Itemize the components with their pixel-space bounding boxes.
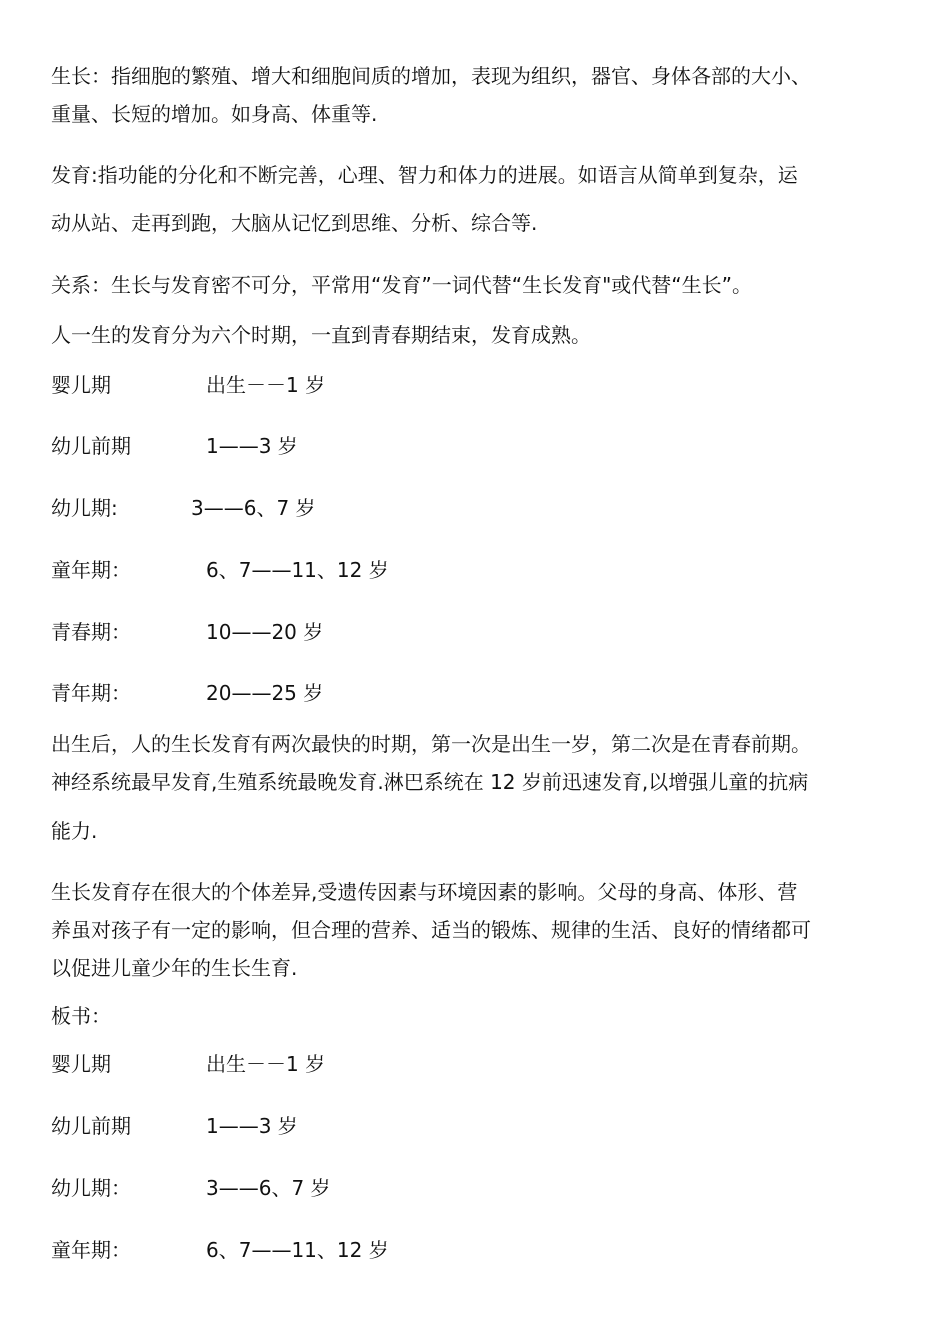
stage-range: 出生－－1 岁 xyxy=(206,1052,326,1076)
stage-label: 青春期： xyxy=(51,620,131,644)
stage-range: 1——3 岁 xyxy=(206,434,298,458)
stage-label: 童年期： xyxy=(51,1238,131,1262)
development-line-2: 动从站、走再到跑，大脑从记忆到思维、分析、综合等. xyxy=(51,211,538,235)
stage-range: 6、7——11、12 岁 xyxy=(206,558,389,582)
growth-line-1: 生长：指细胞的繁殖、增大和细胞间质的增加，表现为组织，器官、身体各部的大小、 xyxy=(51,64,811,88)
stage-row xyxy=(51,619,931,645)
differences-line-2: 养虽对孩子有一定的影响，但合理的营养、适当的锻炼、规律的生活、良好的情绪都可 xyxy=(51,918,811,942)
fastest-line-3: 能力. xyxy=(51,819,98,843)
stage-label: 幼儿前期 xyxy=(51,1114,131,1138)
stage-range: 20——25 岁 xyxy=(206,681,324,705)
stage-row xyxy=(51,680,931,706)
differences-line-3: 以促进儿童少年的生长生育. xyxy=(51,956,298,980)
stage-label: 青年期： xyxy=(51,681,131,705)
fastest-line-1: 出生后，人的生长发育有两次最快的时期，第一次是出生一岁，第二次是在青春前期。 xyxy=(51,732,811,756)
stage-range: 1——3 岁 xyxy=(206,1114,298,1138)
board-stage-row xyxy=(51,1051,931,1077)
development-line-1: 发育:指功能的分化和不断完善，心理、智力和体力的进展。如语言从简单到复杂，运 xyxy=(51,163,798,187)
board-stage-row xyxy=(51,1237,931,1263)
stage-label: 幼儿期： xyxy=(51,1176,131,1200)
stage-label: 婴儿期 xyxy=(51,373,111,397)
stage-row xyxy=(51,557,931,583)
stage-range: 出生－－1 岁 xyxy=(206,373,326,397)
stage-range: 10——20 岁 xyxy=(206,620,324,644)
stage-range: 3——6、7 岁 xyxy=(191,496,316,520)
relation-line-2: 人一生的发育分为六个时期，一直到青春期结束，发育成熟。 xyxy=(51,323,591,347)
stage-row xyxy=(51,495,931,521)
board-stage-row xyxy=(51,1113,931,1139)
stage-label: 童年期： xyxy=(51,558,131,582)
differences-line-1: 生长发育存在很大的个体差异,受遗传因素与环境因素的影响。父母的身高、体形、营 xyxy=(51,880,798,904)
stage-label: 幼儿期: xyxy=(51,496,118,520)
fastest-line-2: 神经系统最早发育,生殖系统最晚发育.淋巴系统在 12 岁前迅速发育,以增强儿童的抗病 xyxy=(51,770,809,794)
stage-row xyxy=(51,433,931,459)
board-heading: 板书： xyxy=(51,1004,111,1028)
stage-range: 6、7——11、12 岁 xyxy=(206,1238,389,1262)
stage-row xyxy=(51,372,931,398)
stage-label: 幼儿前期 xyxy=(51,434,131,458)
growth-line-2: 重量、长短的增加。如身高、体重等. xyxy=(51,102,378,126)
stage-label: 婴儿期 xyxy=(51,1052,111,1076)
stage-range: 3——6、7 岁 xyxy=(206,1176,331,1200)
board-stage-row xyxy=(51,1175,931,1201)
relation-line-1: 关系：生长与发育密不可分，平常用“发育”一词代替“生长发育"或代替“生长”。 xyxy=(51,273,753,297)
